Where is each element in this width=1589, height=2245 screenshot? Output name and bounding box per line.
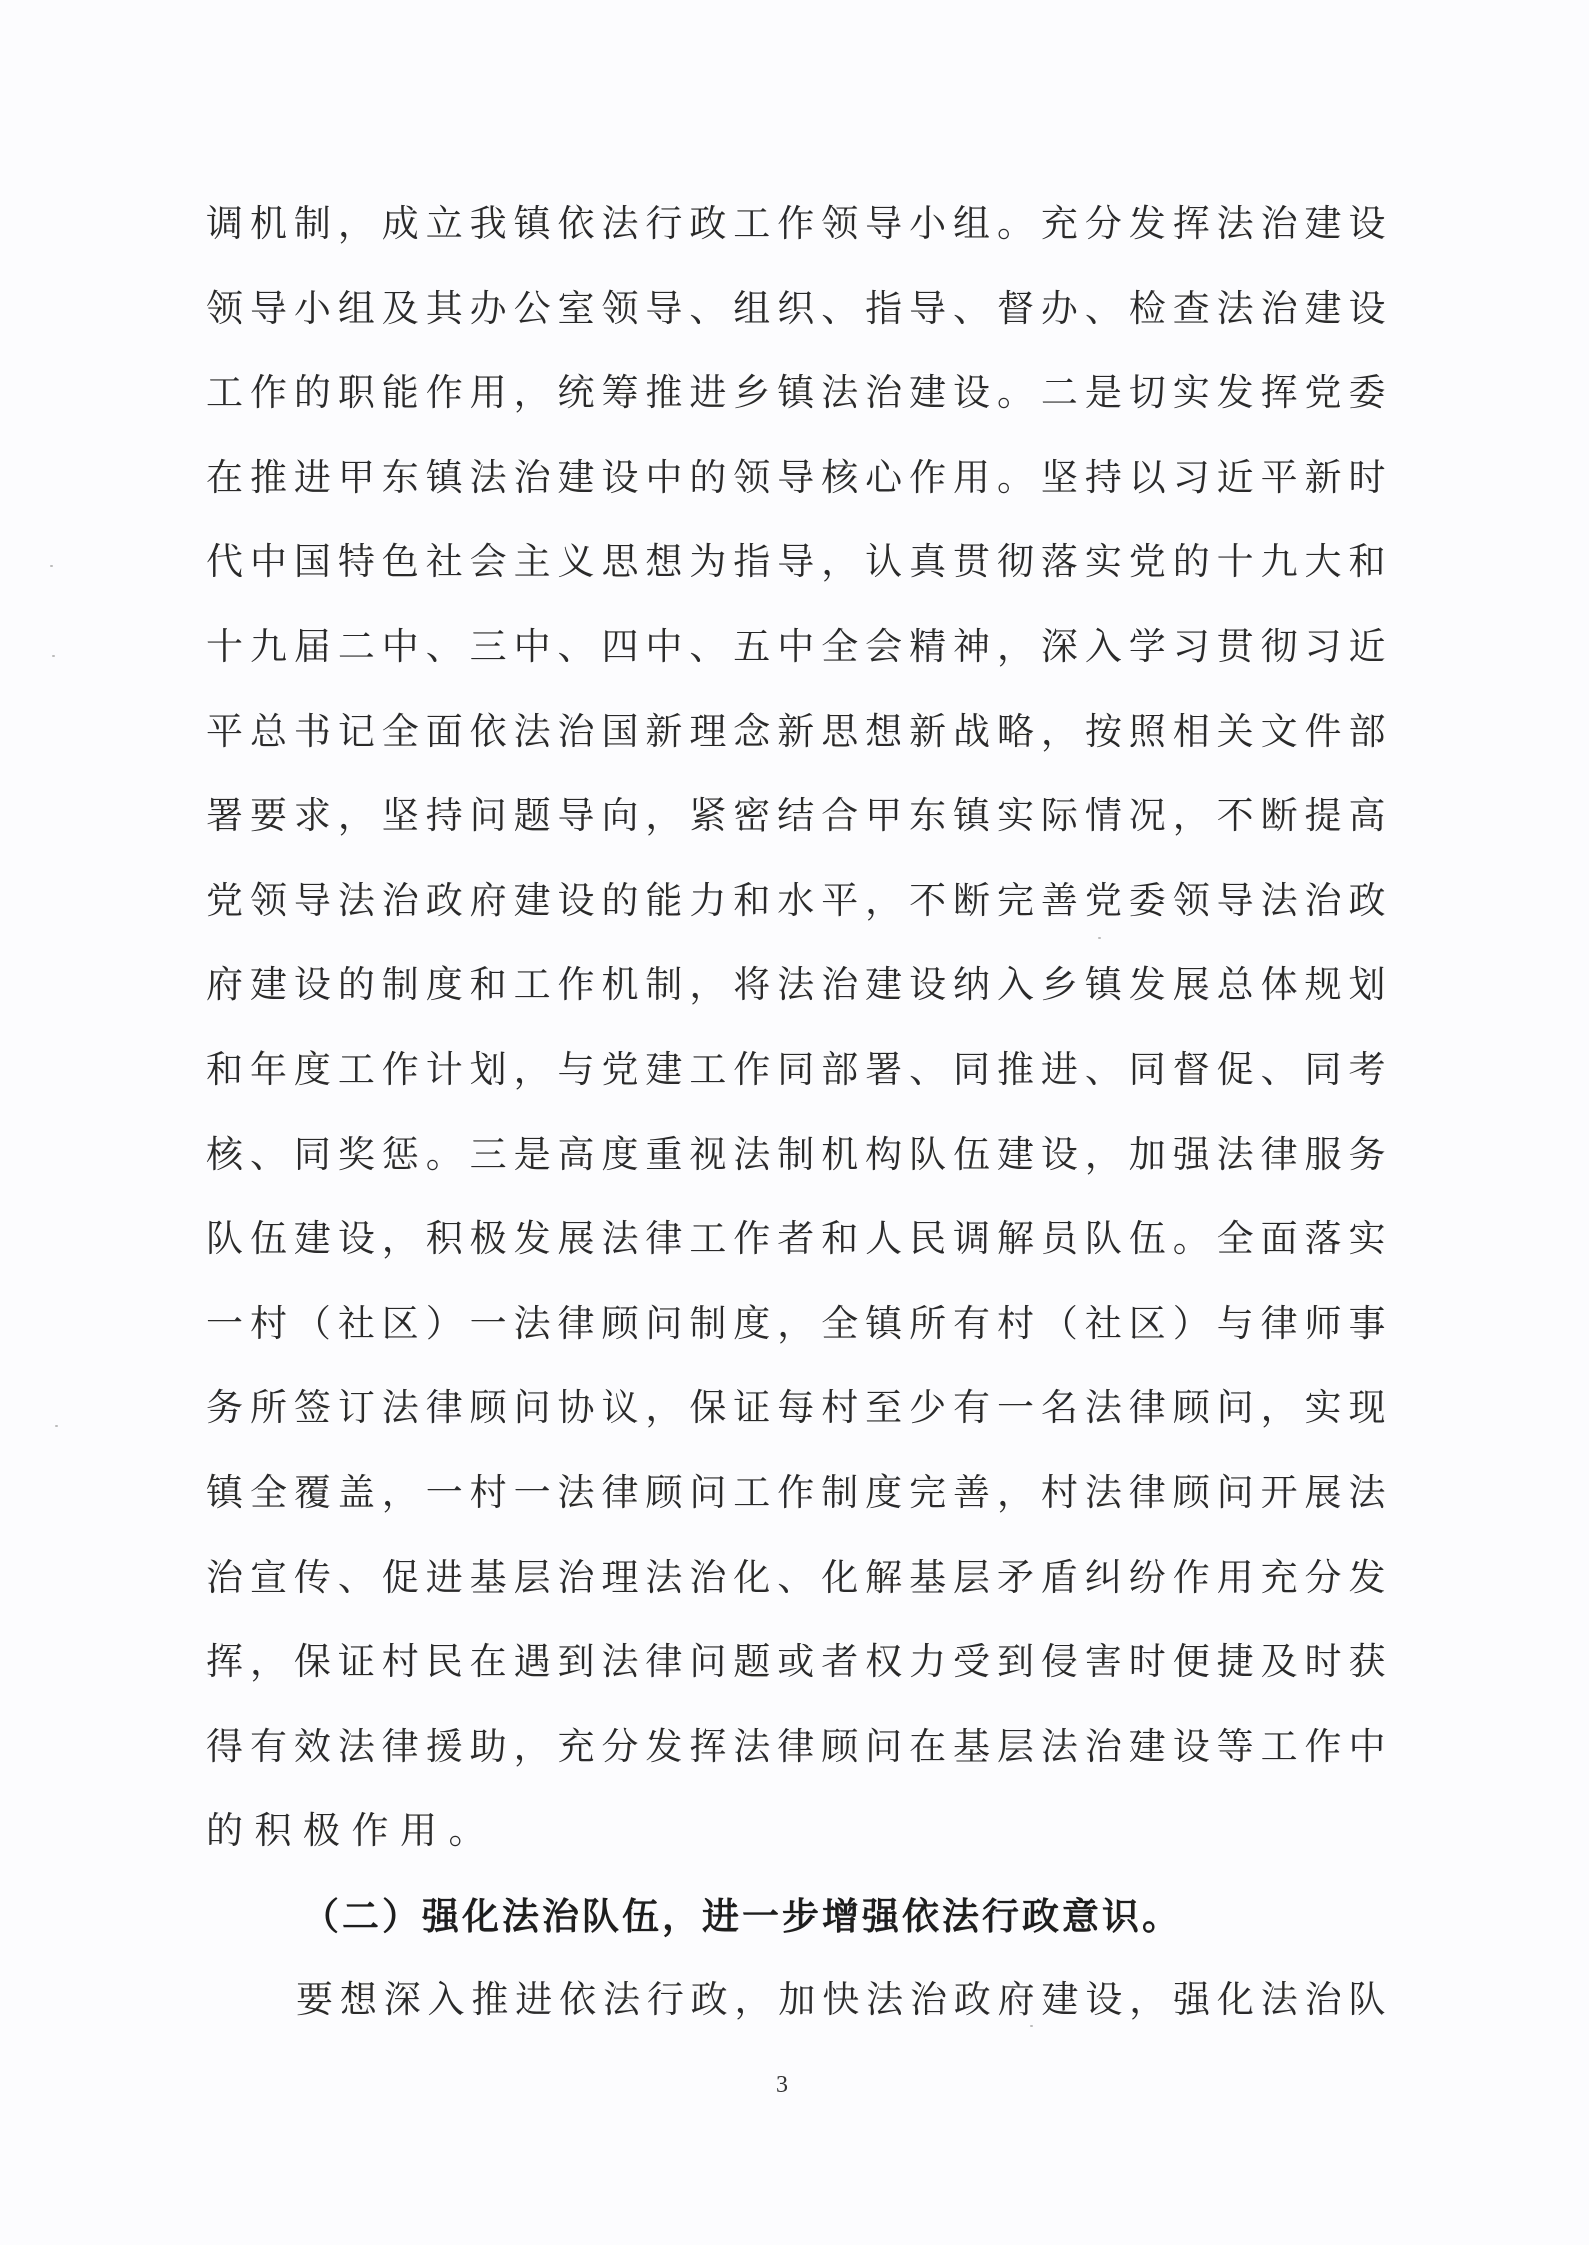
text-line: 调机制，成立我镇依法行政工作领导小组。充分发挥法治建设 — [206, 202, 1386, 245]
text-line: 得有效法律援助，充分发挥法律顾问在基层法治建设等工作中 — [206, 1724, 1386, 1768]
text-line: 和年度工作计划，与党建工作同部署、同推进、同督促、同考 — [206, 1047, 1386, 1091]
section-heading: （二）强化法治队伍，进一步增强依法行政意识。 — [302, 1893, 1182, 1938]
scan-speck — [1030, 2025, 1033, 2027]
paragraph-first-line: 要想深入推进依法行政，加快法治政府建设，强化法治队 — [296, 1978, 1386, 2022]
scan-speck — [50, 565, 53, 567]
text-line: 核、同奖惩。三是高度重视法制机构队伍建设，加强法律服务 — [206, 1132, 1386, 1176]
text-line: 党领导法治政府建设的能力和水平，不断完善党委领导法治政 — [206, 878, 1386, 922]
text-line: 署要求，坚持问题导向，紧密结合甲东镇实际情况，不断提高 — [206, 794, 1386, 838]
scan-speck — [1098, 937, 1101, 939]
text-line: 的积极作用。 — [206, 1809, 497, 1853]
document-body — [206, 182, 1386, 2043]
text-line: 领导小组及其办公室领导、组织、指导、督办、检查法治建设 — [206, 286, 1386, 330]
text-line: 工作的职能作用，统筹推进乡镇法治建设。二是切实发挥党委 — [206, 371, 1386, 415]
text-line: 代中国特色社会主义思想为指导，认真贯彻落实党的十九大和 — [206, 540, 1386, 584]
text-line: 在推进甲东镇法治建设中的领导核心作用。坚持以习近平新时 — [206, 455, 1386, 499]
text-line: 府建设的制度和工作机制，将法治建设纳入乡镇发展总体规划 — [206, 963, 1386, 1007]
text-line: 队伍建设，积极发展法律工作者和人民调解员队伍。全面落实 — [206, 1217, 1386, 1261]
text-line: 平总书记全面依法治国新理念新思想新战略，按照相关文件部 — [206, 709, 1386, 753]
page-number: 3 — [776, 2072, 788, 2098]
text-line: 十九届二中、三中、四中、五中全会精神，深入学习贯彻习近 — [206, 624, 1386, 668]
text-line: 挥，保证村民在遇到法律问题或者权力受到侵害时便捷及时获 — [206, 1640, 1386, 1684]
text-line: 一村（社区）一法律顾问制度，全镇所有村（社区）与律师事 — [206, 1301, 1386, 1345]
text-line: 务所签订法律顾问协议，保证每村至少有一名法律顾问，实现 — [206, 1386, 1386, 1430]
text-line: 治宣传、促进基层治理法治化、化解基层矛盾纠纷作用充分发 — [206, 1555, 1386, 1599]
text-line: 镇全覆盖，一村一法律顾问工作制度完善，村法律顾问开展法 — [206, 1470, 1386, 1514]
scan-speck — [52, 655, 55, 657]
scan-speck — [55, 1425, 58, 1427]
